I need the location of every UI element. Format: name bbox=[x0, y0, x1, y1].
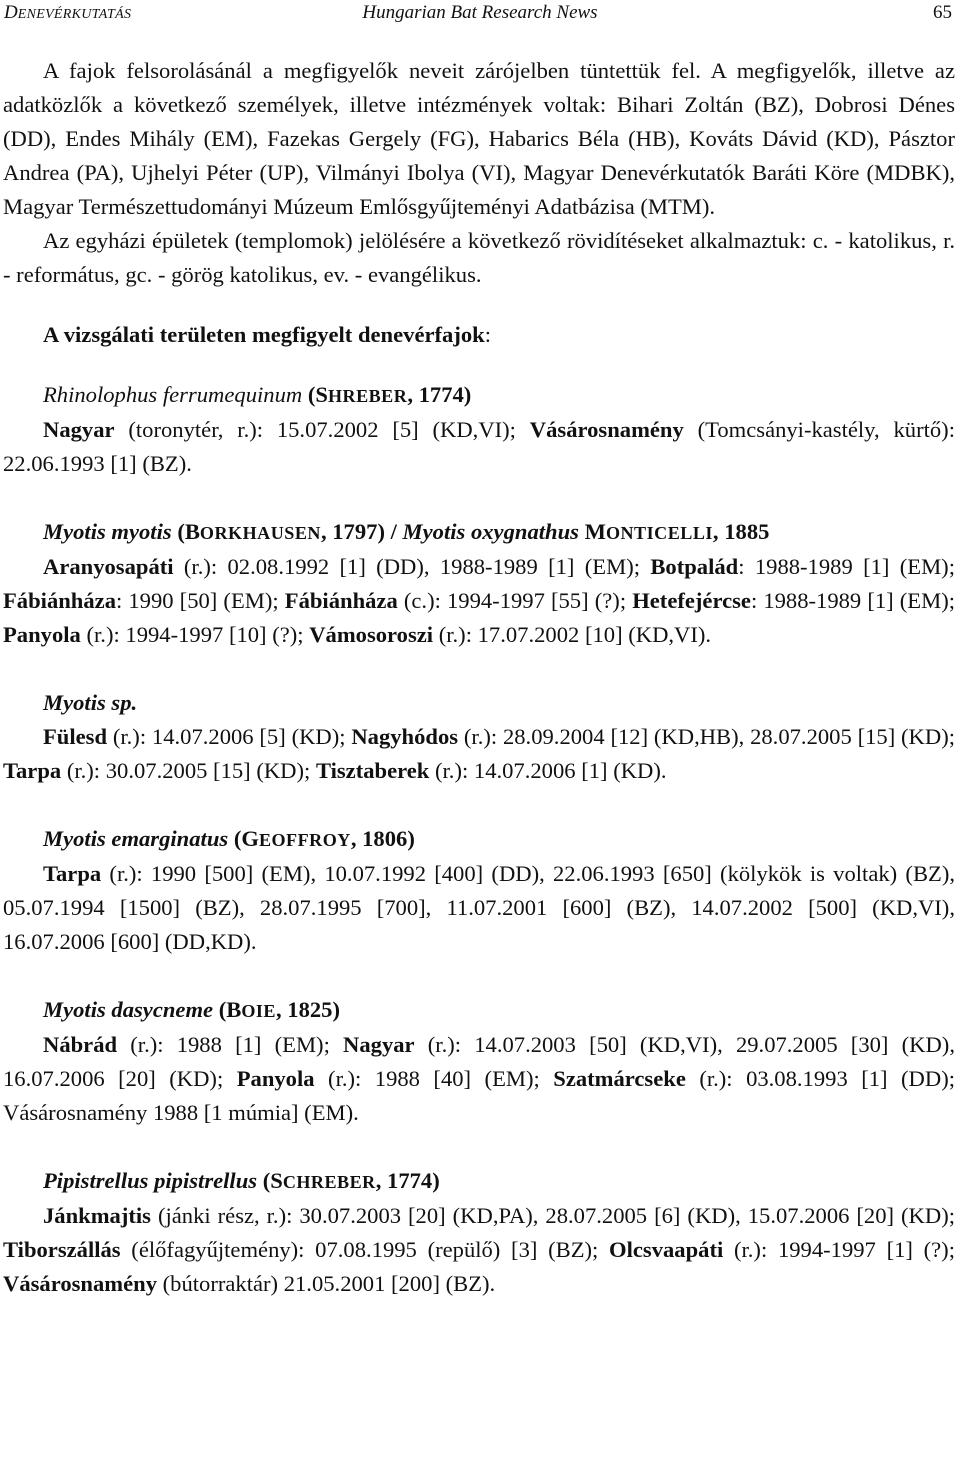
spacer bbox=[3, 1130, 955, 1164]
record-place: Fábiánháza bbox=[3, 588, 116, 613]
record-detail: (c.): 1994-1997 [55] (?); bbox=[397, 588, 633, 613]
header-section-initial: D bbox=[4, 2, 18, 23]
running-header bbox=[0, 0, 960, 30]
record-place: Olcsvaapáti bbox=[609, 1237, 724, 1262]
record-detail: (jánki rész, r.): 30.07.2003 [20] (KD,PA), 28.07.2005 [6] (KD), 15.07.2006 [20] (KD); bbox=[150, 1203, 955, 1228]
record-place: Vásárosnamény bbox=[529, 417, 684, 442]
species-heading bbox=[3, 515, 955, 550]
species-heading bbox=[3, 993, 955, 1028]
record-detail: (r.): 1994-1997 [10] (?); bbox=[80, 622, 310, 647]
record-place: Tarpa bbox=[3, 758, 62, 783]
record-place: Panyola bbox=[236, 1066, 315, 1091]
record-place: Fábiánháza bbox=[284, 588, 398, 613]
species-synonym-name: Myotis oxygnathus bbox=[402, 519, 579, 544]
record-place: Nábrád bbox=[43, 1032, 118, 1057]
species-author-smallcaps: EOFFROY bbox=[258, 830, 351, 850]
record-detail: : 1988-1989 [1] (EM); bbox=[750, 588, 955, 613]
spacer bbox=[3, 959, 955, 993]
page-number: 65 bbox=[933, 2, 952, 23]
species-synonym-author: M bbox=[578, 519, 606, 544]
species-author: (S bbox=[302, 382, 328, 407]
section-title-colon: : bbox=[484, 322, 491, 347]
species-heading bbox=[3, 1164, 955, 1199]
species-name: Myotis myotis bbox=[43, 519, 172, 544]
species-records bbox=[3, 1199, 955, 1301]
record-place: Vásárosnamény bbox=[3, 1271, 157, 1296]
record-detail: (r.): 02.08.1992 [1] (DD), 1988-1989 [1] (EM); bbox=[173, 554, 651, 579]
spacer bbox=[3, 352, 955, 378]
record-place: Nagyar bbox=[43, 417, 115, 442]
record-detail: (r.): 1990 [500] (EM), 10.07.1992 [400] (DD), 22.06.1993 [650] (kölykök is voltak) (BZ), 05.07.1994 [1500] (BZ), 28.07.1995 [700], 11.07.2001 [600] (BZ), 14.07.2002 [500] (KD,VI), 16.07.2006 [600] (DD,KD). bbox=[3, 861, 955, 954]
record-detail: (r.): 1988 [1] (EM); bbox=[117, 1032, 344, 1057]
record-detail: : 1988-1989 [1] (EM); bbox=[738, 554, 955, 579]
record-place: Botpalád bbox=[650, 554, 739, 579]
species-author-year: , 1825) bbox=[275, 997, 340, 1022]
species-author: (G bbox=[228, 826, 259, 851]
species-author: (S bbox=[257, 1168, 283, 1193]
record-detail: (r.): 1988 [40] (EM); bbox=[314, 1066, 554, 1091]
species-author-year: , 1774) bbox=[375, 1168, 440, 1193]
species-author: (B bbox=[213, 997, 242, 1022]
record-place: Nagyhódos bbox=[351, 724, 459, 749]
record-place: Hetefejércse bbox=[632, 588, 751, 613]
spacer bbox=[3, 292, 955, 318]
section-title-text: A vizsgálati területen megfigyelt denevérfajok bbox=[43, 322, 485, 347]
record-detail: (bútorraktár) 21.05.2001 [200] (BZ). bbox=[157, 1271, 496, 1296]
species-author-year: , 1797) / bbox=[320, 519, 403, 544]
record-detail: (r.): 14.07.2003 [50] (KD,VI), 29.07.2005 [30] (KD), 16.07.2006 [20] (KD); bbox=[3, 1032, 955, 1091]
spacer bbox=[3, 788, 955, 822]
record-detail: (r.): 28.09.2004 [12] (KD,HB), 28.07.2005 [15] (KD); bbox=[458, 724, 955, 749]
record-place: Vámosoroszi bbox=[309, 622, 434, 647]
record-place: Szatmárcseke bbox=[553, 1066, 686, 1091]
species-name: Pipistrellus pipistrellus bbox=[43, 1168, 258, 1193]
record-detail: (r.): 30.07.2005 [15] (KD); bbox=[61, 758, 316, 783]
record-detail: (Tomcsányi-kastély, kürtő): 22.06.1993 [1] (BZ). bbox=[3, 417, 955, 476]
record-detail: (élőfagyűjtemény): 07.08.1995 (repülő) [3] (BZ); bbox=[120, 1237, 610, 1262]
species-author-year: , 1774) bbox=[407, 382, 472, 407]
species-synonym-author-smallcaps: ONTICELLI bbox=[605, 523, 713, 543]
record-place: Tiborszállás bbox=[3, 1237, 121, 1262]
species-author-year: , 1806) bbox=[350, 826, 415, 851]
species-name: Myotis sp. bbox=[43, 690, 138, 715]
species-author-smallcaps: HREBER bbox=[327, 386, 408, 406]
header-section-rest: ENEVÉRKUTATÁS bbox=[17, 7, 132, 22]
species-records bbox=[3, 413, 955, 481]
spacer bbox=[3, 481, 955, 515]
species-heading bbox=[3, 378, 955, 413]
species-name: Myotis emarginatus bbox=[43, 826, 229, 851]
record-place: Fülesd bbox=[43, 724, 108, 749]
species-records bbox=[3, 550, 955, 652]
record-place: Tarpa bbox=[43, 861, 102, 886]
species-heading bbox=[3, 686, 955, 720]
species-name: Myotis dasycneme bbox=[43, 997, 214, 1022]
header-journal-title: Hungarian Bat Research News bbox=[362, 2, 598, 23]
species-records bbox=[3, 1028, 955, 1130]
record-place: Aranyosapáti bbox=[43, 554, 174, 579]
record-place: Panyola bbox=[3, 622, 81, 647]
species-heading bbox=[3, 822, 955, 857]
species-records bbox=[3, 720, 955, 788]
species-author: (B bbox=[171, 519, 200, 544]
record-detail: (r.): 1994-1997 [1] (?); bbox=[723, 1237, 955, 1262]
record-place: Jánkmajtis bbox=[43, 1203, 151, 1228]
record-detail: (r.): 17.07.2002 [10] (KD,VI). bbox=[433, 622, 712, 647]
species-records bbox=[3, 857, 955, 959]
species-author-smallcaps: ORKHAUSEN bbox=[199, 523, 321, 543]
species-synonym-year: , 1885 bbox=[712, 519, 770, 544]
spacer bbox=[3, 652, 955, 686]
record-place: Nagyar bbox=[343, 1032, 415, 1057]
record-detail: (r.): 03.08.1993 [1] (DD); Vásárosnamény 1988 [1 múmia] (EM). bbox=[3, 1066, 955, 1125]
species-author-smallcaps: CHREBER bbox=[282, 1172, 376, 1192]
page-body bbox=[3, 54, 955, 1301]
record-detail: (r.): 14.07.2006 [5] (KD); bbox=[107, 724, 352, 749]
intro-line1: A fajok felsorolásánál a megfigyelők neveit zárójelben tüntettük fel. A bbox=[43, 58, 726, 83]
record-detail: (r.): 14.07.2006 [1] (KD). bbox=[429, 758, 667, 783]
abbreviations-paragraph: Az egyházi épületek (templomok) jelölésére a következő rövidítéseket alkalmaztuk: c. - katolikus, r. - református, gc. - görög katolikus, ev. - evangélikus. bbox=[3, 228, 955, 287]
record-detail: : 1990 [50] (EM); bbox=[116, 588, 285, 613]
species-name: Rhinolophus ferrumequinum bbox=[43, 382, 303, 407]
record-detail: (toronytér, r.): 15.07.2002 [5] (KD,VI); bbox=[114, 417, 530, 442]
intro-rest: megfigyelők, illetve az adatközlők a következő személyek, illetve intézmények voltak: Bihari Zoltán (BZ), Dobrosi Dénes (DD), Endes Mihály (EM), Fazekas Gergely (FG), Habarics Béla (HB), Kováts Dávid (KD), Pásztor Andrea (PA), Ujhelyi Péter (UP), Vilmányi Ibolya (VI), Magyar Denevérkutatók Baráti Köre (MDBK), Magyar Természettudományi Múzeum Emlősgyűjteményi Adatbázisa (MTM). bbox=[3, 58, 955, 219]
section-title bbox=[3, 318, 955, 352]
species-author-smallcaps: OIE bbox=[241, 1001, 276, 1021]
record-place: Tisztaberek bbox=[315, 758, 430, 783]
intro-paragraph bbox=[3, 54, 955, 224]
